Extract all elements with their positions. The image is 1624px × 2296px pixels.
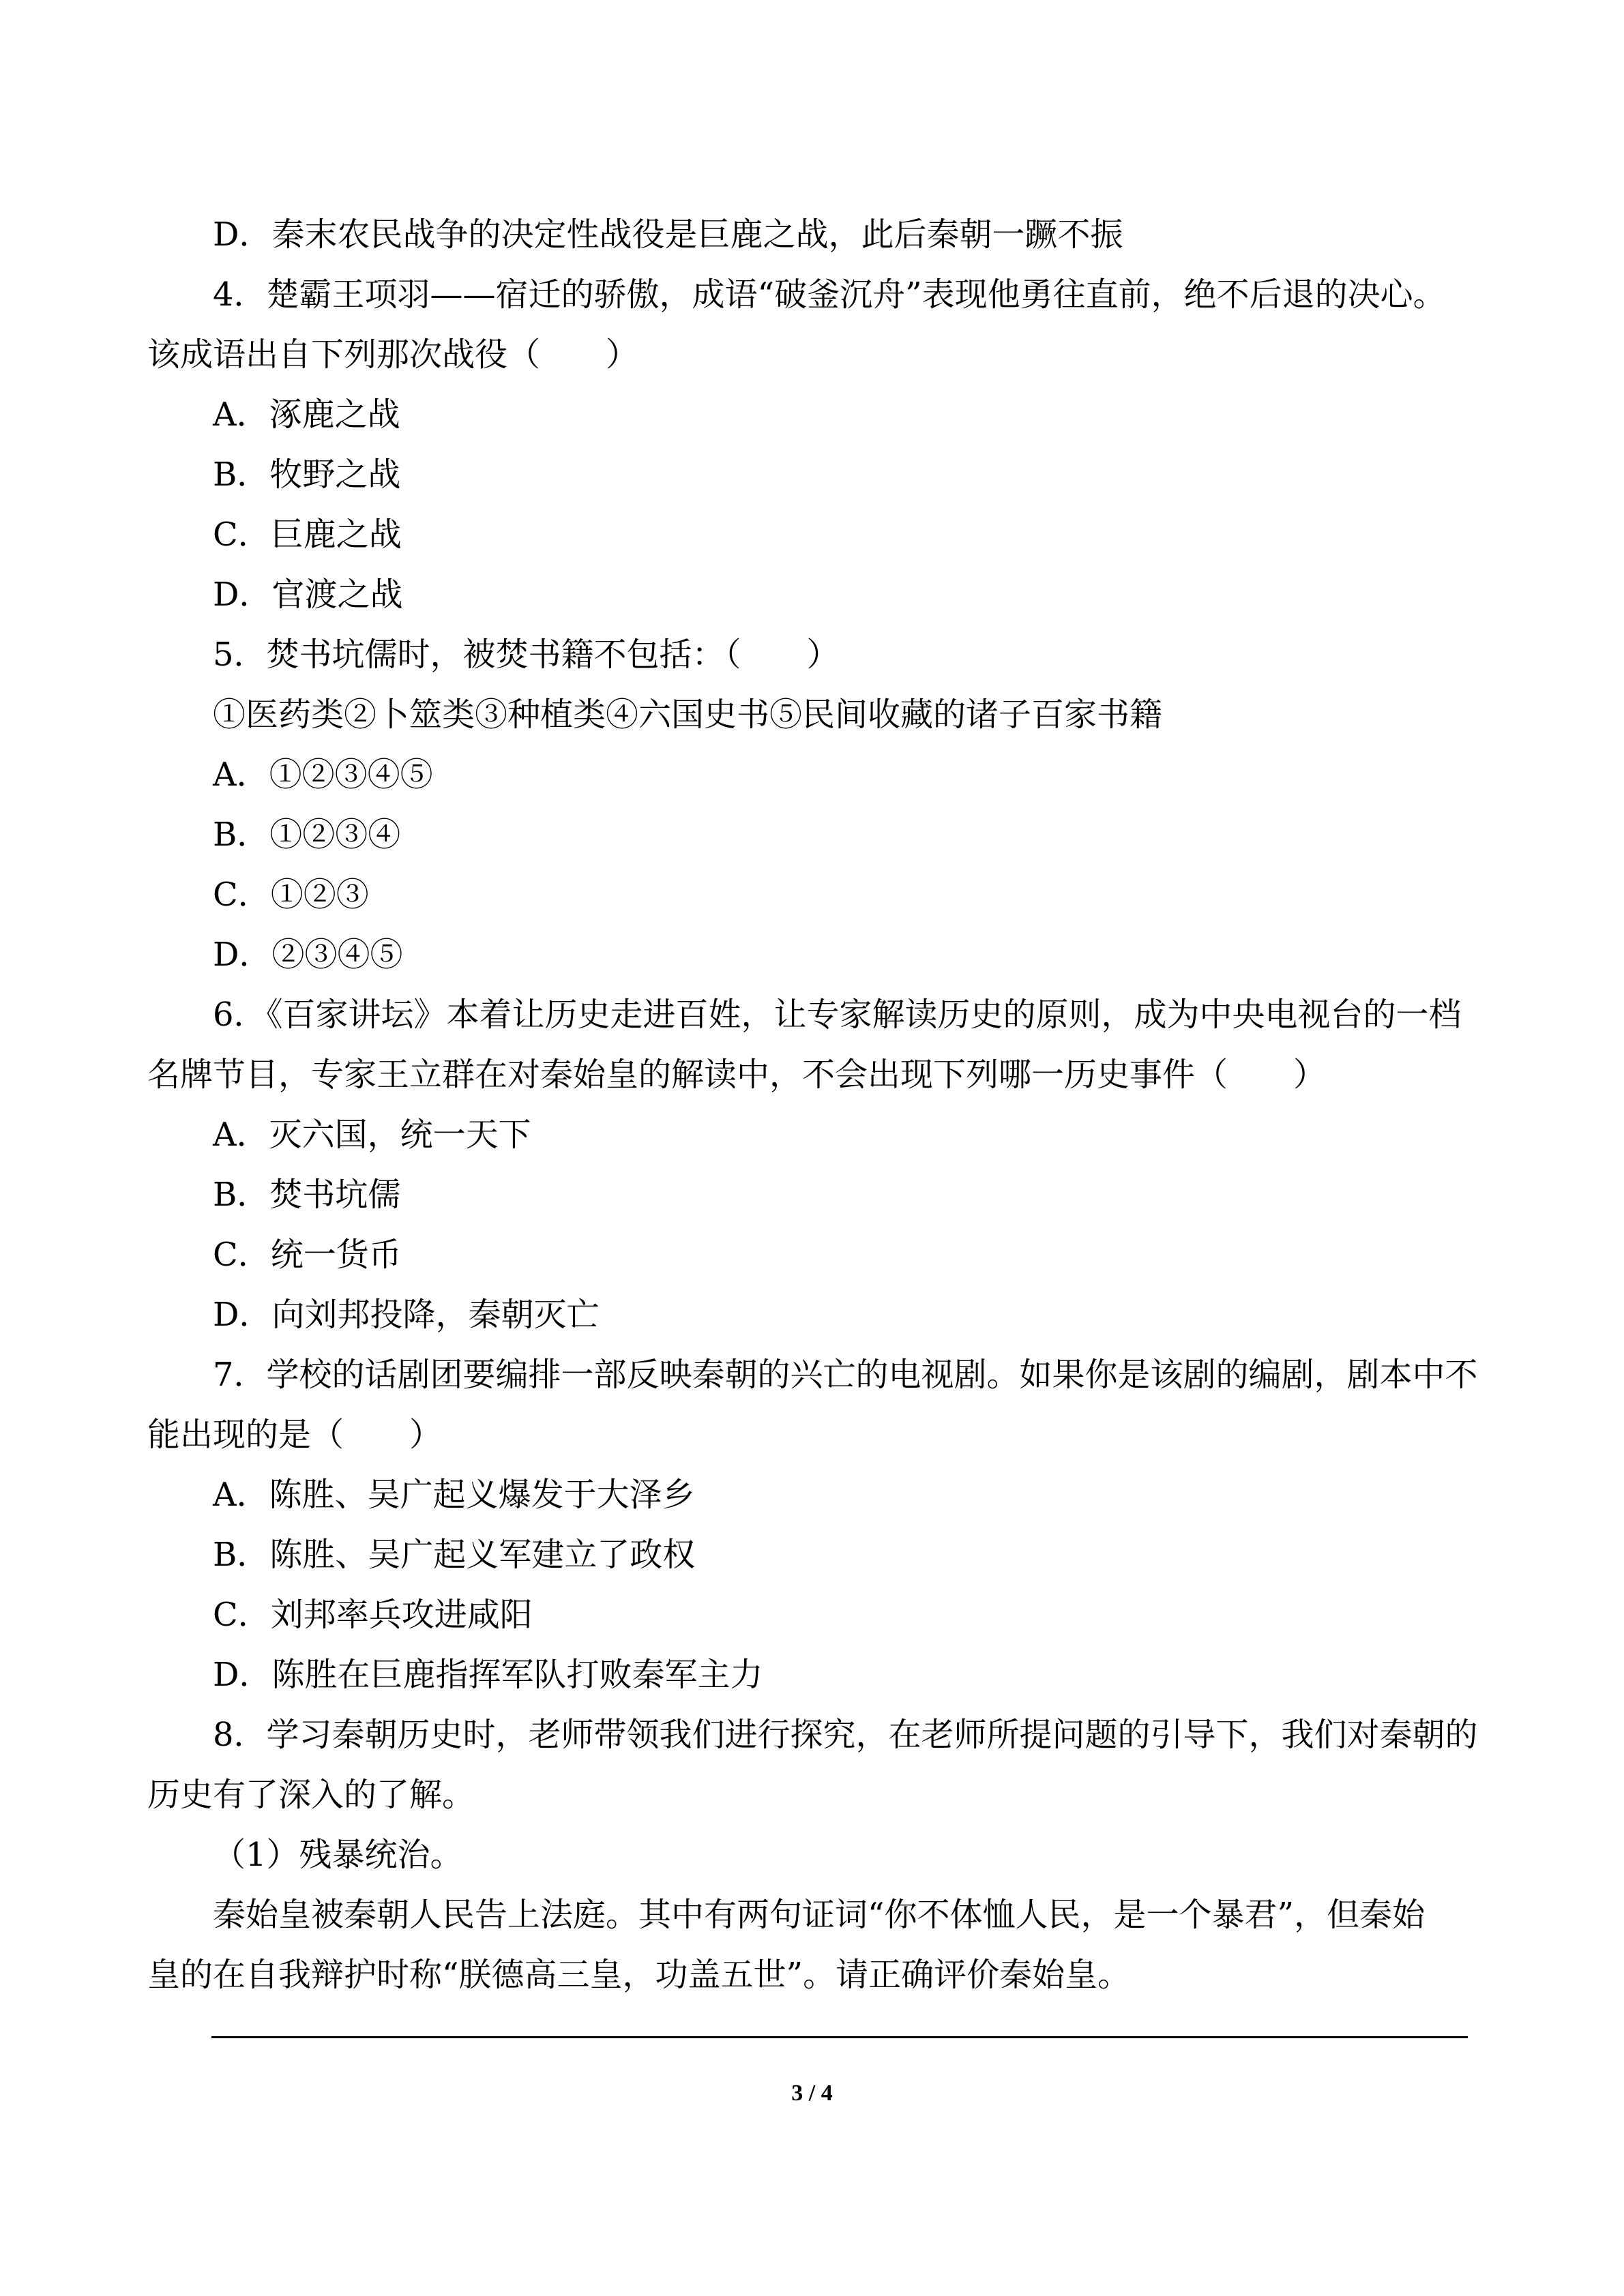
question-line: 5．焚书坑儒时，被焚书籍不包括：（ ） [213,636,840,674]
footer-divider [211,2036,1468,2038]
option-line: B．陈胜、吴广起义军建立了政权 [213,1536,696,1574]
option-line: A．涿鹿之战 [213,396,400,434]
page-number: 3 / 4 [791,2081,833,2106]
option-line: D．官渡之战 [213,576,403,614]
question-continuation: 该成语出自下列那次战役（ ） [147,336,639,374]
option-line: B．牧野之战 [213,456,401,494]
document-body [147,205,1478,2005]
option-line: D．②③④⑤ [213,936,403,974]
option-line: C．巨鹿之战 [213,516,402,554]
question-continuation: 历史有了深入的了解。 [147,1776,475,1814]
question-line: 8．学习秦朝历史时，老师带领我们进行探究，在老师所提问题的引导下，我们对秦朝的 [213,1716,1478,1754]
prompt-continuation: 皇的在自我辩护时称“朕德高三皇，功盖五世”。请正确评价秦始皇。 [147,1956,1131,1994]
option-line: C．统一货币 [213,1236,402,1274]
option-line: D．陈胜在巨鹿指挥军队打败秦军主力 [213,1656,763,1694]
option-line: A．陈胜、吴广起义爆发于大泽乡 [213,1476,695,1514]
prompt-line: 秦始皇被秦朝人民告上法庭。其中有两句证词“你不体恤人民，是一个暴君”，但秦始 [213,1896,1426,1934]
question-detail-line: ①医药类②卜筮类③种植类④六国史书⑤民间收藏的诸子百家书籍 [213,696,1163,734]
option-line: B．①②③④ [213,816,401,854]
sub-question-line: （1）残暴统治。 [213,1836,463,1874]
option-line: B．焚书坑儒 [213,1176,401,1214]
question-line: 4．楚霸王项羽——宿迁的骄傲，成语“破釜沉舟”表现他勇往直前，绝不后退的决心。 [213,275,1446,314]
question-continuation: 能出现的是（ ） [147,1416,443,1454]
option-line: C．刘邦率兵攻进咸阳 [213,1596,533,1634]
question-line: 7．学校的话剧团要编排一部反映秦朝的兴亡的电视剧。如果你是该剧的编剧，剧本中不 [213,1356,1478,1394]
option-line: D．向刘邦投降，秦朝灭亡 [213,1296,600,1334]
option-line: A．灭六国，统一天下 [213,1116,531,1154]
question-line: 6．《百家讲坛》本着让历史走进百姓，让专家解读历史的原则，成为中央电视台的一档 [213,996,1462,1034]
option-line: A．①②③④⑤ [213,756,433,794]
option-line: D．秦末农民战争的决定性战役是巨鹿之战，此后秦朝一蹶不振 [213,215,1123,254]
option-line: C．①②③ [213,876,369,914]
question-continuation: 名牌节目，专家王立群在对秦始皇的解读中，不会出现下列哪一历史事件（ ） [147,1056,1327,1094]
